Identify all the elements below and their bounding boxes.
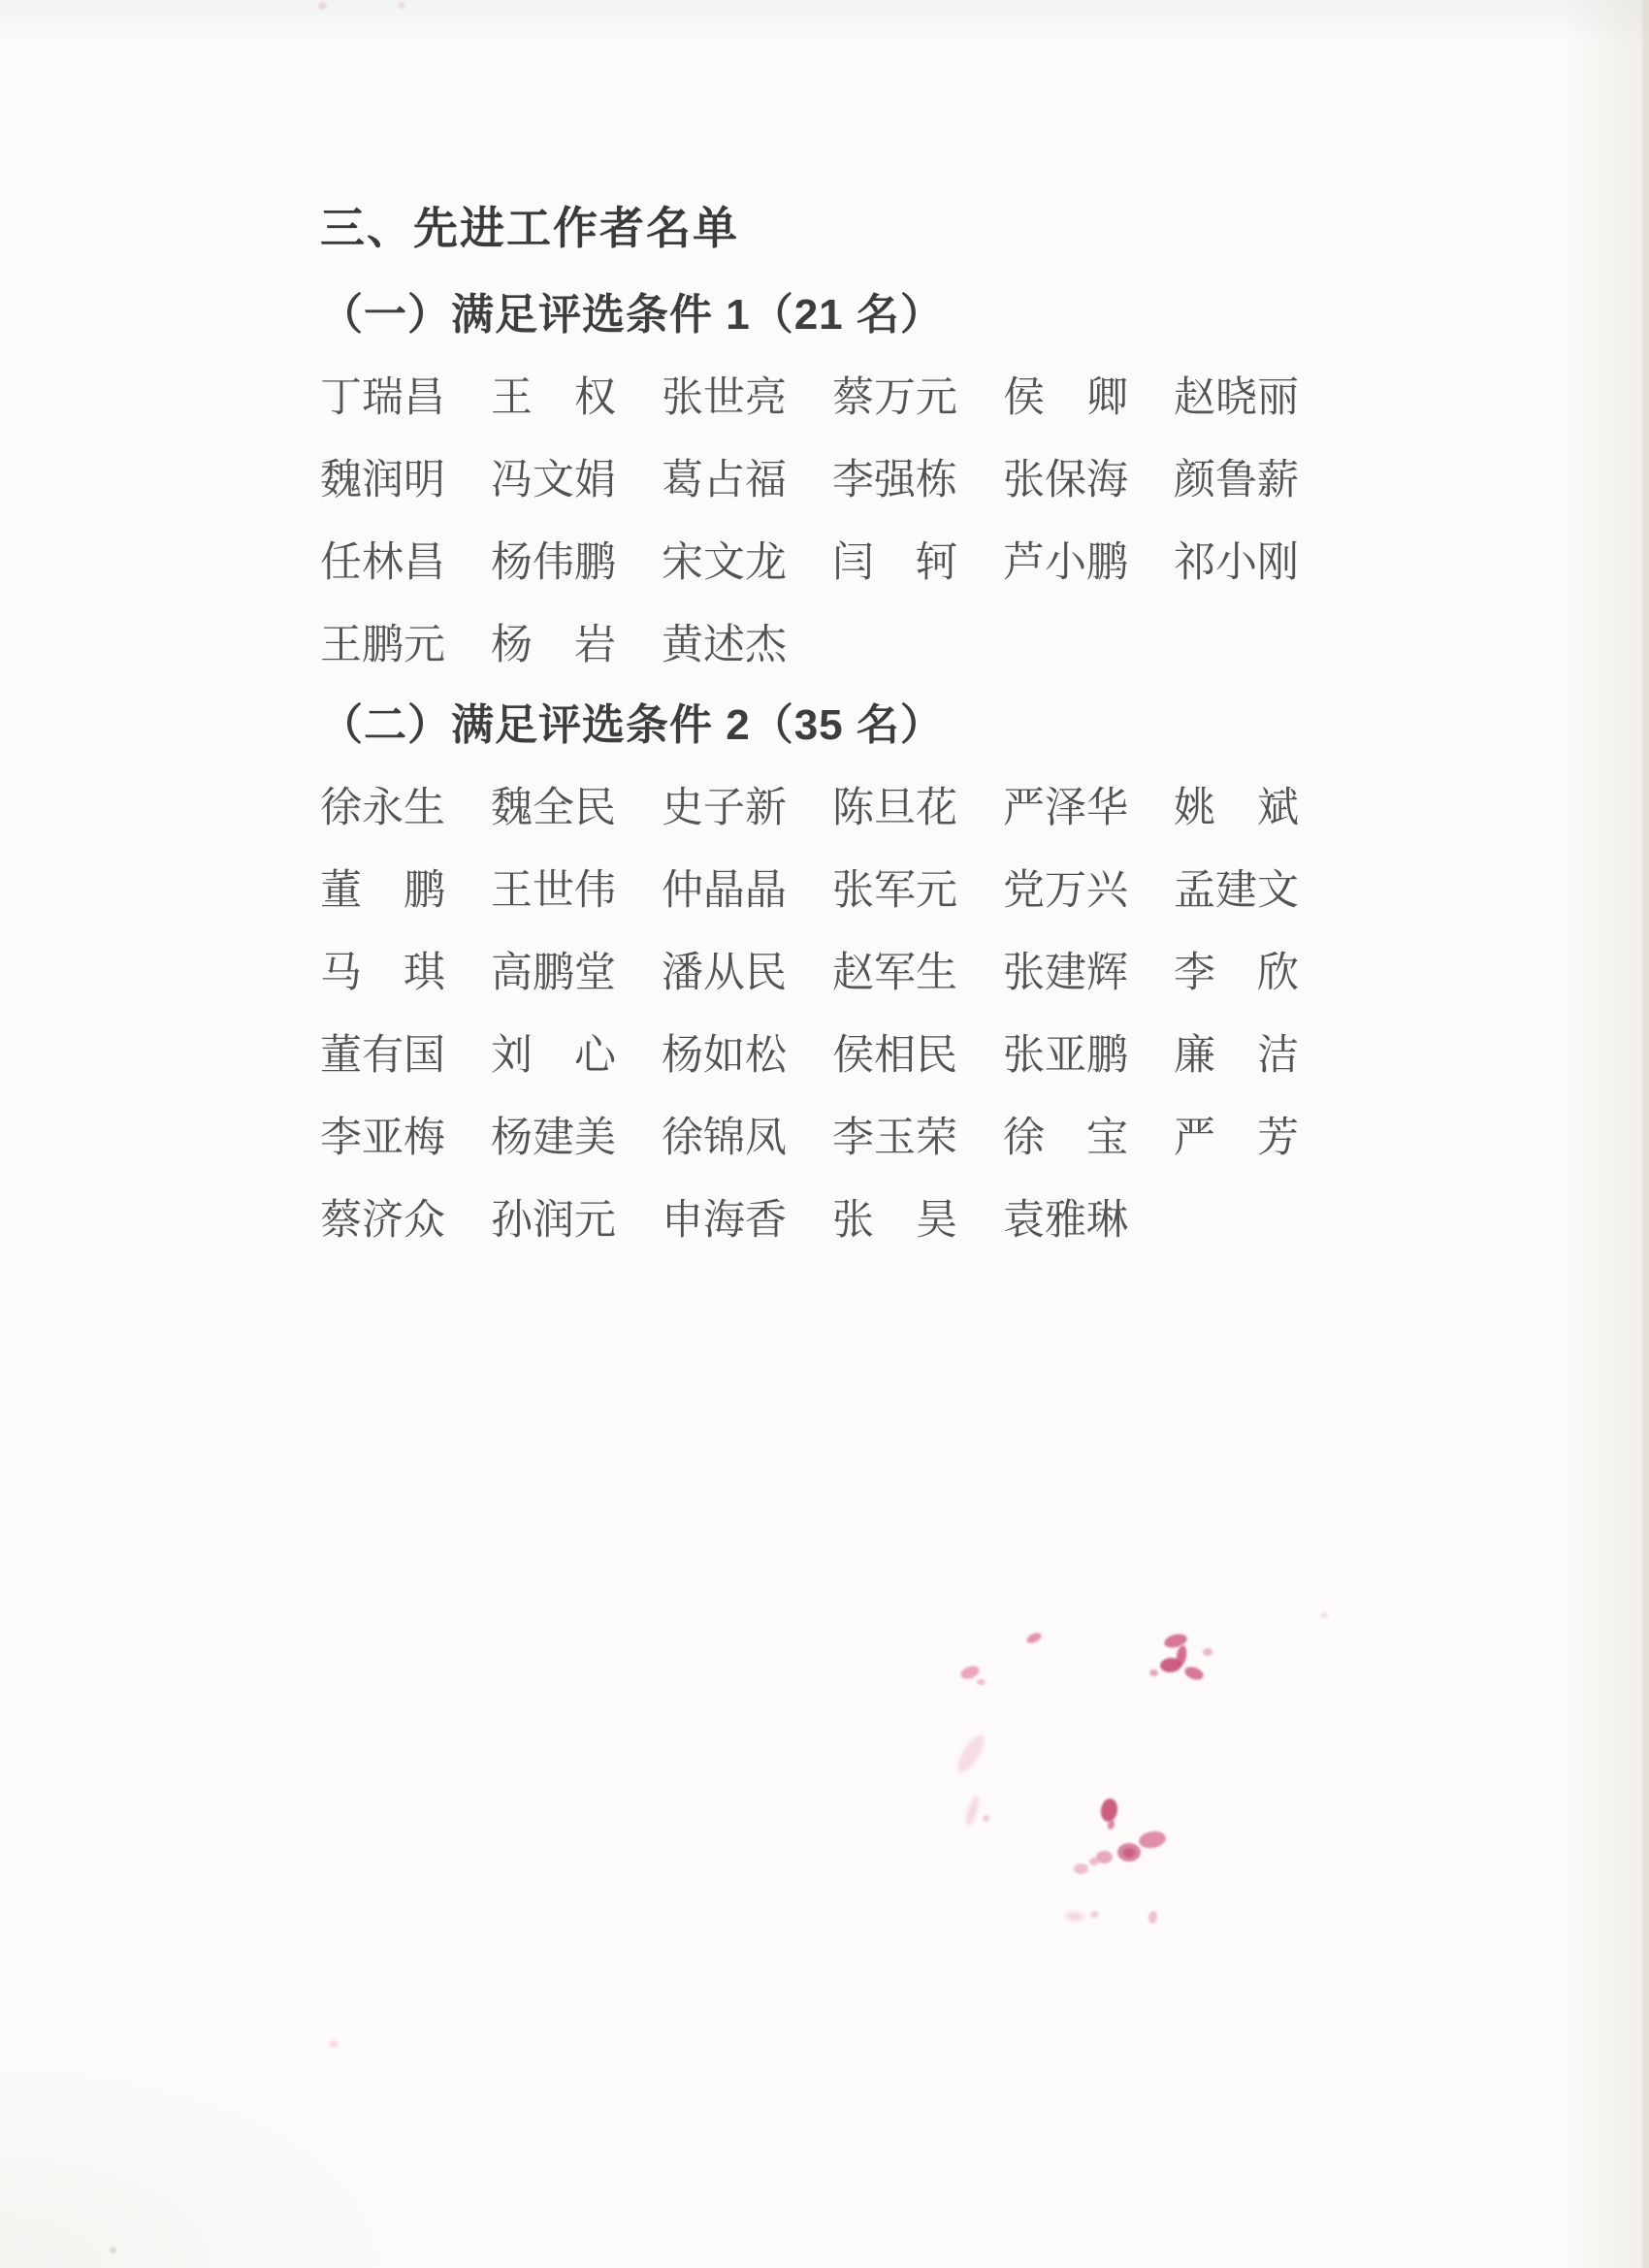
person-name: 董 鹏 [320,868,445,914]
ink-stain [398,2,405,9]
name-row [320,1118,1406,1159]
scan-edge-shading-bottom-left [0,2055,407,2268]
person-name: 严泽华 [1003,786,1128,831]
person-name: 马 琪 [320,951,445,996]
ink-stain [977,1679,986,1685]
ink-stain [1123,1848,1135,1858]
document-title: 三、先进工作者名单 [320,203,739,253]
ink-stain [959,1664,982,1681]
person-name: 杨如松 [662,1033,787,1079]
section-heading: （二）满足评选条件 2（35 名） [320,701,944,749]
person-name: 高鹏堂 [491,951,616,996]
person-name: 王鹏元 [320,623,445,668]
person-name: 芦小鹏 [1003,540,1128,586]
name-row [320,953,1406,994]
person-name: 李强栋 [832,458,957,503]
ink-stain [1107,1819,1116,1830]
ink-stain [1159,1657,1181,1673]
ink-stain [1320,1612,1328,1618]
name-row [320,870,1406,912]
person-name: 祁小刚 [1174,540,1299,586]
ink-stain [963,1795,981,1827]
ink-stain [1096,1851,1113,1863]
ink-stain [954,1732,989,1776]
ink-stain [1203,1648,1212,1656]
person-name: 王 权 [491,375,616,421]
person-name: 徐 宝 [1003,1116,1128,1161]
ink-stain [1025,1631,1043,1645]
person-name: 蔡济众 [320,1198,445,1244]
person-name: 袁雅琳 [1003,1198,1128,1244]
person-name: 李 欣 [1174,951,1299,996]
ink-stain [1149,1669,1158,1676]
person-name: 史子新 [662,786,787,831]
document-body [320,203,1406,1244]
scan-edge-line-right [1642,0,1649,2268]
person-name: 廉 洁 [1174,1033,1299,1079]
person-name: 张世亮 [662,375,787,421]
person-name: 张建辉 [1003,951,1128,996]
person-name: 赵军生 [832,951,957,996]
name-row [320,788,1406,829]
person-name: 冯文娟 [491,458,616,503]
person-name: 王世伟 [491,868,616,914]
name-row [320,1035,1406,1077]
section-heading: （一）满足评选条件 1（21 名） [320,291,944,339]
ink-stain [1090,1911,1099,1918]
person-name: 魏润明 [320,458,445,503]
name-row [320,377,1406,419]
ink-stain [1183,1665,1206,1682]
person-name: 孟建文 [1174,868,1299,914]
person-name: 颜鲁薪 [1174,458,1299,503]
scan-edge-shading-top [0,0,1649,45]
person-name: 杨建美 [491,1116,616,1161]
ink-stain [1089,1858,1099,1865]
scan-edge-shading-right [1562,0,1649,2268]
ink-stain [318,2,327,10]
person-name: 任林昌 [320,540,445,586]
person-name: 徐锦凤 [662,1116,787,1161]
ink-stain [1099,1798,1118,1823]
person-name: 张亚鹏 [1003,1033,1128,1079]
person-name: 徐永生 [320,786,445,831]
person-name: 李亚梅 [320,1116,445,1161]
person-name: 侯相民 [832,1033,957,1079]
ink-stain [1175,1644,1188,1667]
ink-stain [329,2040,339,2048]
person-name: 李玉荣 [832,1116,957,1161]
person-name: 潘从民 [662,951,787,996]
name-row [320,542,1406,584]
name-row [320,625,1406,666]
person-name: 严 芳 [1174,1116,1299,1161]
ink-stain [1074,1863,1088,1874]
sections-container [320,291,1406,1244]
person-name: 仲晶晶 [662,868,787,914]
section [320,701,1406,1244]
ink-stain [1148,1910,1158,1924]
ink-stain [1117,1843,1141,1862]
person-name: 赵晓丽 [1174,375,1299,421]
person-name: 姚 斌 [1174,786,1299,831]
person-name: 杨 岩 [491,623,616,668]
person-name: 魏全民 [491,786,616,831]
section [320,291,1406,668]
person-name: 董有国 [320,1033,445,1079]
person-name: 张保海 [1003,458,1128,503]
person-name: 丁瑞昌 [320,375,445,421]
person-name: 张 昊 [832,1198,957,1244]
person-name: 杨伟鹏 [491,540,616,586]
ink-stain [110,2247,116,2253]
ink-stain [983,1815,989,1822]
person-name: 侯 卿 [1003,375,1128,421]
name-row [320,460,1406,502]
person-name: 孙润元 [491,1198,616,1244]
person-name: 葛占福 [662,458,787,503]
person-name: 党万兴 [1003,868,1128,914]
person-name: 陈旦花 [832,786,957,831]
person-name: 申海香 [662,1198,787,1244]
ink-stain [1163,1632,1189,1650]
name-row [320,1200,1406,1242]
person-name: 刘 心 [491,1033,616,1079]
person-name: 张军元 [832,868,957,914]
ink-stain [1138,1830,1168,1851]
person-name: 蔡万元 [832,375,957,421]
ink-stain [1065,1911,1085,1922]
person-name: 黄述杰 [662,623,787,668]
person-name: 闫 轲 [832,540,957,586]
person-name: 宋文龙 [662,540,787,586]
